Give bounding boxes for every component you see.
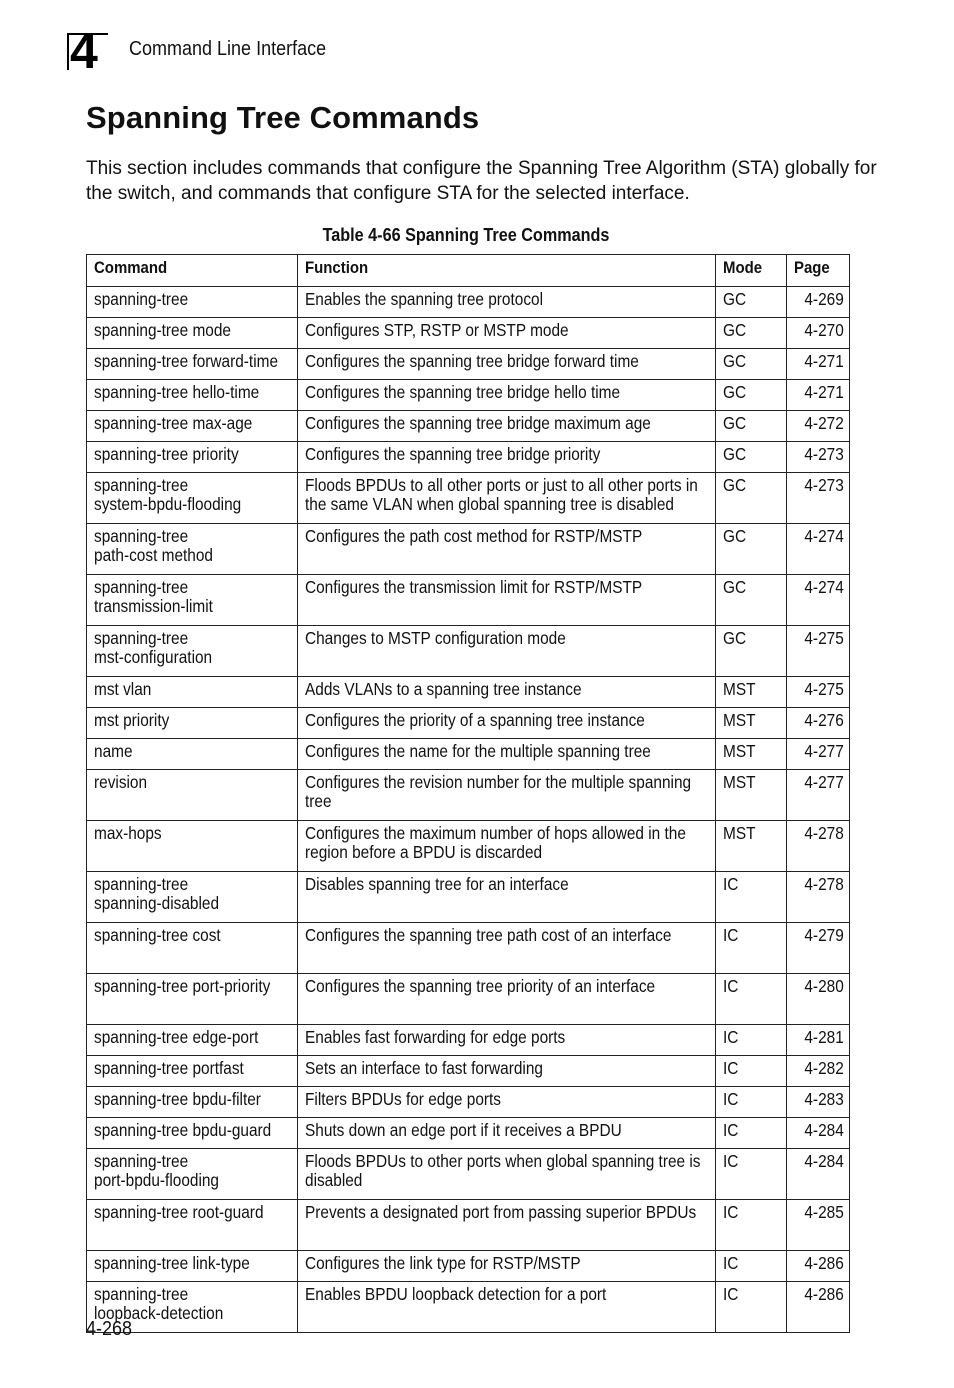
command-text: spanning-tree (94, 289, 189, 309)
page-ref-text: 4-284 (804, 1120, 844, 1140)
page-ref-text: 4-277 (804, 772, 844, 792)
table-row (87, 708, 850, 739)
cell-mode (716, 626, 787, 677)
page-ref-text: 4-273 (804, 444, 844, 464)
page-ref-text: 4-270 (804, 320, 844, 340)
table-row (87, 349, 850, 380)
function-text: Enables BPDU loopback detection for a port (305, 1284, 607, 1304)
mode-text: GC (723, 351, 747, 371)
page-ref-text: 4-278 (804, 874, 844, 894)
cell-command (87, 1025, 298, 1056)
command-text: spanning-tree cost (94, 925, 221, 945)
command-text: path-cost method (94, 545, 213, 565)
cell-command (87, 287, 298, 318)
mode-text: GC (723, 444, 747, 464)
intro-paragraph: This section includes commands that configure the Spanning Tree Algorithm (STA) globally for the switch, and commands that configure STA for the selected interface. (86, 158, 877, 204)
cell-mode (716, 575, 787, 626)
cell-mode (716, 318, 787, 349)
function-text: Disables spanning tree for an interface (305, 874, 569, 894)
command-text: spanning-tree max-age (94, 413, 253, 433)
table-row (87, 770, 850, 821)
command-text: spanning-tree bpdu-filter (94, 1089, 261, 1109)
cell-page (787, 677, 850, 708)
mode-text: MST (723, 679, 756, 699)
command-text: spanning-tree mode (94, 320, 231, 340)
command-text: spanning-tree (94, 475, 189, 495)
column-header-mode: Mode (716, 255, 787, 287)
cell-command (87, 524, 298, 575)
cell-mode (716, 349, 787, 380)
table-caption: Table 4-66 Spanning Tree Commands (322, 225, 610, 245)
page-number: 4-268 (86, 1318, 133, 1340)
cell-mode (716, 524, 787, 575)
cell-command (87, 1087, 298, 1118)
cell-command (87, 1149, 298, 1200)
mode-text: GC (723, 289, 747, 309)
cell-function (298, 442, 716, 473)
function-text: Configures the transmission limit for RSTP/MSTP (305, 577, 643, 597)
table-row (87, 1087, 850, 1118)
cell-function (298, 524, 716, 575)
cell-page (787, 575, 850, 626)
cell-command (87, 1251, 298, 1282)
cell-command (87, 974, 298, 1025)
cell-function (298, 821, 716, 872)
cell-mode (716, 923, 787, 974)
function-text: Shuts down an edge port if it receives a BPDU (305, 1120, 622, 1140)
cell-page (787, 626, 850, 677)
command-text: mst vlan (94, 679, 152, 699)
cell-page (787, 349, 850, 380)
table-row (87, 318, 850, 349)
command-text: mst-configuration (94, 647, 213, 667)
function-text: Floods BPDUs to all other ports or just to all other ports in the same VLAN when global spanning tree is disabled (305, 475, 698, 514)
command-text: spanning-tree (94, 628, 189, 648)
cell-function (298, 708, 716, 739)
command-text: spanning-tree (94, 874, 189, 894)
page-ref-text: 4-274 (804, 577, 844, 597)
cell-function (298, 575, 716, 626)
cell-mode (716, 1056, 787, 1087)
cell-function (298, 1200, 716, 1251)
cell-command (87, 318, 298, 349)
page-ref-text: 4-281 (804, 1027, 844, 1047)
cell-function (298, 770, 716, 821)
page-ref-text: 4-280 (804, 976, 844, 996)
command-text: spanning-tree (94, 526, 189, 546)
cell-command (87, 677, 298, 708)
cell-command (87, 739, 298, 770)
page-ref-text: 4-285 (804, 1202, 844, 1222)
mode-text: IC (723, 1284, 739, 1304)
cell-mode (716, 677, 787, 708)
cell-mode (716, 1149, 787, 1200)
cell-mode (716, 1251, 787, 1282)
mode-text: IC (723, 874, 739, 894)
cell-function (298, 349, 716, 380)
cell-mode (716, 411, 787, 442)
cell-function (298, 739, 716, 770)
cell-mode (716, 380, 787, 411)
page-ref-text: 4-283 (804, 1089, 844, 1109)
cell-mode (716, 1025, 787, 1056)
table-row (87, 411, 850, 442)
table-row (87, 872, 850, 923)
table-row (87, 524, 850, 575)
mode-text: IC (723, 1089, 739, 1109)
command-text: spanning-tree priority (94, 444, 239, 464)
column-header-command: Command (87, 255, 298, 287)
cell-function (298, 287, 716, 318)
cell-page (787, 473, 850, 524)
cell-command (87, 1056, 298, 1087)
table-row (87, 575, 850, 626)
cell-command (87, 473, 298, 524)
cell-page (787, 1118, 850, 1149)
page-ref-text: 4-278 (804, 823, 844, 843)
table-row (87, 821, 850, 872)
cell-mode (716, 708, 787, 739)
cell-command (87, 349, 298, 380)
function-text: Configures the spanning tree path cost of an interface (305, 925, 672, 945)
mode-text: GC (723, 320, 747, 340)
table-row (87, 380, 850, 411)
cell-command (87, 1118, 298, 1149)
function-text: Changes to MSTP configuration mode (305, 628, 566, 648)
mode-text: IC (723, 1120, 739, 1140)
command-text: spanning-tree portfast (94, 1058, 244, 1078)
table-row (87, 626, 850, 677)
mode-text: GC (723, 475, 747, 495)
command-text: mst priority (94, 710, 170, 730)
cell-page (787, 411, 850, 442)
table-row (87, 287, 850, 318)
cell-mode (716, 1087, 787, 1118)
cell-page (787, 524, 850, 575)
cell-function (298, 1087, 716, 1118)
page-ref-text: 4-276 (804, 710, 844, 730)
command-text: spanning-tree forward-time (94, 351, 279, 371)
mode-text: IC (723, 1253, 739, 1273)
mode-text: GC (723, 526, 747, 546)
cell-function (298, 1025, 716, 1056)
cell-page (787, 923, 850, 974)
cell-command (87, 1200, 298, 1251)
function-text: Configures the maximum number of hops allowed in the region before a BPDU is discarded (305, 823, 686, 862)
command-text: name (94, 741, 133, 761)
column-header-function: Function (298, 255, 716, 287)
cell-mode (716, 1118, 787, 1149)
command-text: spanning-tree root-guard (94, 1202, 264, 1222)
page-ref-text: 4-269 (804, 289, 844, 309)
command-text: spanning-tree hello-time (94, 382, 260, 402)
cell-page (787, 1200, 850, 1251)
table-row (87, 923, 850, 974)
cell-command (87, 626, 298, 677)
cell-function (298, 380, 716, 411)
function-text: Configures the spanning tree priority of an interface (305, 976, 656, 996)
cell-page (787, 1025, 850, 1056)
mode-text: MST (723, 741, 756, 761)
function-text: Floods BPDUs to other ports when global spanning tree is disabled (305, 1151, 701, 1190)
mode-text: IC (723, 976, 739, 996)
function-text: Configures the spanning tree bridge hello time (305, 382, 621, 402)
cell-mode (716, 1200, 787, 1251)
function-text: Enables fast forwarding for edge ports (305, 1027, 566, 1047)
page-ref-text: 4-273 (804, 475, 844, 495)
cell-page (787, 1149, 850, 1200)
function-text: Adds VLANs to a spanning tree instance (305, 679, 582, 699)
table-body (87, 287, 850, 1333)
cell-function (298, 318, 716, 349)
cell-command (87, 380, 298, 411)
cell-function (298, 1282, 716, 1333)
command-text: spanning-tree bpdu-guard (94, 1120, 272, 1140)
cell-page (787, 1282, 850, 1333)
page-ref-text: 4-286 (804, 1284, 844, 1304)
cell-function (298, 1118, 716, 1149)
table-row (87, 677, 850, 708)
mode-text: GC (723, 628, 747, 648)
cell-function (298, 923, 716, 974)
command-text: spanning-disabled (94, 893, 220, 913)
cell-mode (716, 974, 787, 1025)
mode-text: MST (723, 710, 756, 730)
mode-text: IC (723, 1151, 739, 1171)
page-ref-text: 4-272 (804, 413, 844, 433)
cell-page (787, 318, 850, 349)
cell-page (787, 708, 850, 739)
function-text: Configures the name for the multiple spanning tree (305, 741, 651, 761)
command-text: revision (94, 772, 148, 792)
page-ref-text: 4-286 (804, 1253, 844, 1273)
chapter-number: 4 (70, 23, 98, 79)
function-text: Configures the revision number for the multiple spanning tree (305, 772, 692, 811)
mode-text: MST (723, 772, 756, 792)
cell-command (87, 575, 298, 626)
function-text: Configures the spanning tree bridge forward time (305, 351, 639, 371)
cell-command (87, 770, 298, 821)
function-text: Configures STP, RSTP or MSTP mode (305, 320, 569, 340)
table-row (87, 1251, 850, 1282)
page-ref-text: 4-274 (804, 526, 844, 546)
function-text: Configures the link type for RSTP/MSTP (305, 1253, 581, 1273)
table-row (87, 473, 850, 524)
cell-command (87, 442, 298, 473)
command-text: transmission-limit (94, 596, 213, 616)
table-row (87, 974, 850, 1025)
function-text: Enables the spanning tree protocol (305, 289, 544, 309)
cell-command (87, 708, 298, 739)
page-ref-text: 4-279 (804, 925, 844, 945)
cell-function (298, 677, 716, 708)
cell-mode (716, 287, 787, 318)
cell-mode (716, 442, 787, 473)
cell-command (87, 821, 298, 872)
command-text: spanning-tree (94, 1151, 189, 1171)
mode-text: GC (723, 382, 747, 402)
cell-mode (716, 473, 787, 524)
command-text: spanning-tree link-type (94, 1253, 250, 1273)
table-row (87, 1025, 850, 1056)
cell-command (87, 923, 298, 974)
cell-page (787, 1087, 850, 1118)
cell-function (298, 411, 716, 442)
cell-page (787, 442, 850, 473)
command-text: max-hops (94, 823, 162, 843)
function-text: Configures the spanning tree bridge priority (305, 444, 601, 464)
table-header-row (87, 255, 850, 287)
cell-page (787, 739, 850, 770)
table-row (87, 1056, 850, 1087)
cell-page (787, 380, 850, 411)
command-text: spanning-tree (94, 577, 189, 597)
cell-function (298, 1251, 716, 1282)
table-row (87, 1282, 850, 1333)
table-row (87, 1118, 850, 1149)
table-row (87, 739, 850, 770)
cell-mode (716, 1282, 787, 1333)
command-text: spanning-tree port-priority (94, 976, 271, 996)
table-row (87, 442, 850, 473)
mode-text: MST (723, 823, 756, 843)
page-ref-text: 4-275 (804, 679, 844, 699)
page-ref-text: 4-277 (804, 741, 844, 761)
cell-function (298, 473, 716, 524)
cell-page (787, 1251, 850, 1282)
function-text: Prevents a designated port from passing superior BPDUs (305, 1202, 697, 1222)
cell-mode (716, 739, 787, 770)
command-text: port-bpdu-flooding (94, 1170, 220, 1190)
mode-text: IC (723, 1027, 739, 1047)
cell-page (787, 287, 850, 318)
cell-mode (716, 770, 787, 821)
cell-function (298, 1056, 716, 1087)
running-header: Command Line Interface (129, 38, 327, 60)
cell-command (87, 411, 298, 442)
command-text: loopback-detection (94, 1303, 224, 1323)
command-text: spanning-tree edge-port (94, 1027, 259, 1047)
table-row (87, 1149, 850, 1200)
page-ref-text: 4-282 (804, 1058, 844, 1078)
cell-mode (716, 872, 787, 923)
cell-function (298, 974, 716, 1025)
function-text: Configures the path cost method for RSTP/MSTP (305, 526, 643, 546)
commands-table (86, 254, 850, 1333)
command-text: system-bpdu-flooding (94, 494, 242, 514)
cell-function (298, 872, 716, 923)
mode-text: GC (723, 413, 747, 433)
cell-function (298, 626, 716, 677)
command-text: spanning-tree (94, 1284, 189, 1304)
cell-command (87, 872, 298, 923)
mode-text: IC (723, 1058, 739, 1078)
table-row (87, 1200, 850, 1251)
cell-function (298, 1149, 716, 1200)
function-text: Configures the spanning tree bridge maximum age (305, 413, 651, 433)
function-text: Filters BPDUs for edge ports (305, 1089, 501, 1109)
mode-text: GC (723, 577, 747, 597)
cell-page (787, 974, 850, 1025)
page-ref-text: 4-284 (804, 1151, 844, 1171)
function-text: Sets an interface to fast forwarding (305, 1058, 543, 1078)
cell-page (787, 872, 850, 923)
cell-page (787, 770, 850, 821)
cell-page (787, 821, 850, 872)
function-text: Configures the priority of a spanning tree instance (305, 710, 645, 730)
page-title: Spanning Tree Commands (86, 100, 480, 135)
cell-mode (716, 821, 787, 872)
page-ref-text: 4-271 (804, 351, 844, 371)
page-ref-text: 4-271 (804, 382, 844, 402)
mode-text: IC (723, 1202, 739, 1222)
mode-text: IC (723, 925, 739, 945)
cell-page (787, 1056, 850, 1087)
page-ref-text: 4-275 (804, 628, 844, 648)
column-header-page: Page (787, 255, 850, 287)
